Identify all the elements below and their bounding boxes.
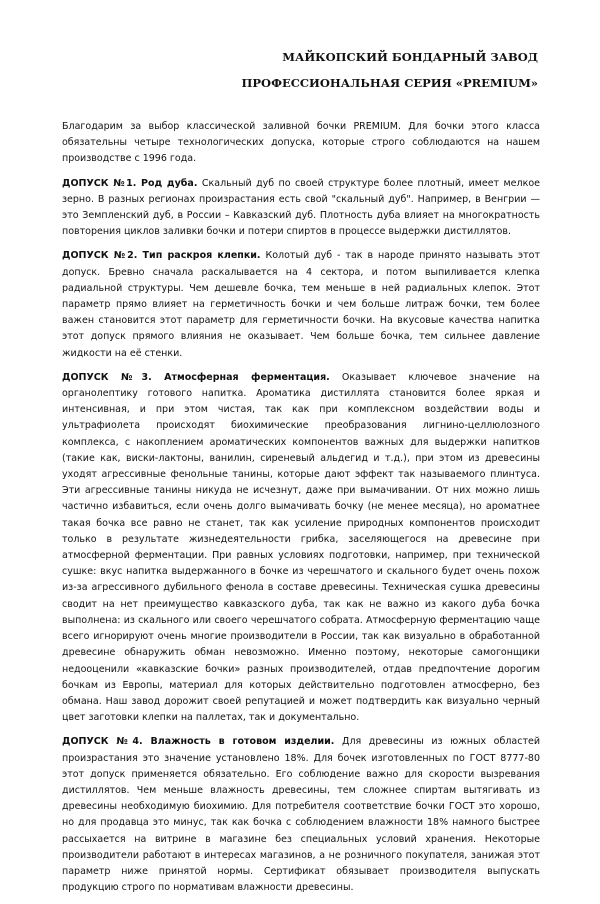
section-text-1: Скальный дуб по своей структуре более плотный, имеет мелкое зерно. В разных регионах произрастания есть свой "скальный дуб". Например, в Венгрии — это Земпленский дуб, в России – Кавказский дуб. Плотность дуба влияет на многократность повторения циклов заливки бочки и потери спиртов в процессе выдержки дистиллятов. [62,177,540,238]
section-paragraph-2 [62,248,540,361]
section-title-4: ДОПУСК №4. Влажность в готовом изделии. [62,736,335,748]
section-title-1: ДОПУСК №1. Род дуба. [62,177,198,189]
company-name: МАЙКОПСКИЙ БОНДАРНЫЙ ЗАВОД [282,50,538,64]
section-paragraph-1 [62,176,540,241]
section-text-4: Для древесины из южных областей произрастания это значение установлено 18%. Для бочек изготовленных по ГОСТ 8777-80 этот допуск применяется обязательно. Его соблюдение важно для скорости вызревания дистиллятов. Чем меньше влажность древесины, тем сложнее спиртам вытягивать из древесины необходимую биохимию. Для потребителя соответствие бочки ГОСТ это хорошо, но для продавца это минус, так как бочка с соблюдением влажности 18% намного быстрее рассыхается на витрине в магазине без специальных условий хранения. Некоторые производители работают в интересах магазинов, а не розничного покупателя, занижая этот параметр ниже принятой нормы. Сертификат обязывает производителя выпускать продукцию строго по нормативам влажности древесины. [62,736,540,894]
document-body [62,119,540,904]
section-title-3: ДОПУСК №3. Атмосферная ферментация. [62,371,330,383]
section-paragraph-4 [62,734,540,896]
intro-paragraph: Благодарим за выбор классической заливной бочки PREMIUM. Для бочки этого класса обязательны четыре технологических допуска, которые строго соблюдаются на нашем производстве с 1996 года. [62,121,540,165]
section-paragraph-3 [62,370,540,726]
section-text-3: Оказывает ключевое значение на органолептику готового напитка. Ароматика дистиллята становится более яркая и интенсивная, и при этом чистая, так как при комплексном воздействии воды и ультрафиолета происходят биохимические преобразования лигнино-целлюлозного комплекса, с накоплением ароматических компонентов важных для выдержки напитков (такие как, виски-лактоны, ванилин, сиреневый альдегид и т.д.), при этом из древесины уходят агрессивные фенольные танины, которые дают эффект так называемого плинтуса. Эти агрессивные танины никуда не исчезнут, даже при вымачивании. От них можно лишь частично избавиться, если очень долго вымачивать бочку (не менее месяца), но ароматнее такая бочка все равно не станет, так как усиление природных компонентов происходит только в результате жизнедеятельности грибка, заселяющегося на древесине при атмосферной ферментации. При равных условиях подготовки, например, при технической сушке: вкус напитка выдержанного в бочке из черешчатого и скального будет очень похож из-за агрессивного дубильного фенола в составе древесины. Техническая сушка древесины сводит на нет преимущество кавказского дуба, так как не важно из какого дуба бочка выполнена: из скального или своего черешчатого собрата. Атмосферную ферментацию чаще всего игнорируют очень многие производители в России, так как визуально в обработанной древесине обнаружить обман невозможно. Именно поэтому, некоторые самогонщики недооценили «кавказские бочки» разных производителей, отдав предпочтение дорогим бочкам из Европы, материал для которых действительно подготовлен атмосферно, без обмана. Наш завод дорожит своей репутацией и может подтвердить как визуально черный цвет заготовки клепки на паллетах, так и документально. [62,371,540,724]
document-header [242,50,538,103]
series-title: ПРОФЕССИОНАЛЬНАЯ СЕРИЯ «PREMIUM» [241,76,538,91]
section-text-2: Колотый дуб - так в народе принято называть этот допуск. Бревно сначала раскалывается на 4 сектора, и потом выпиливается клепка радиальной структуры. Чем дешевле бочка, тем меньше в ней радиальных клепок. Этот параметр прямо влияет на герметичность бочки и чем больше литраж бочки, тем более важен становится этот параметр для герметичности бочки. На вкусовые качества напитка этот допуск прямого влияния не оказывает. Чем больше бочка, тем сильнее давление жидкости на её стенки. [62,250,540,359]
section-title-2: ДОПУСК №2. Тип раскроя клепки. [62,250,261,262]
